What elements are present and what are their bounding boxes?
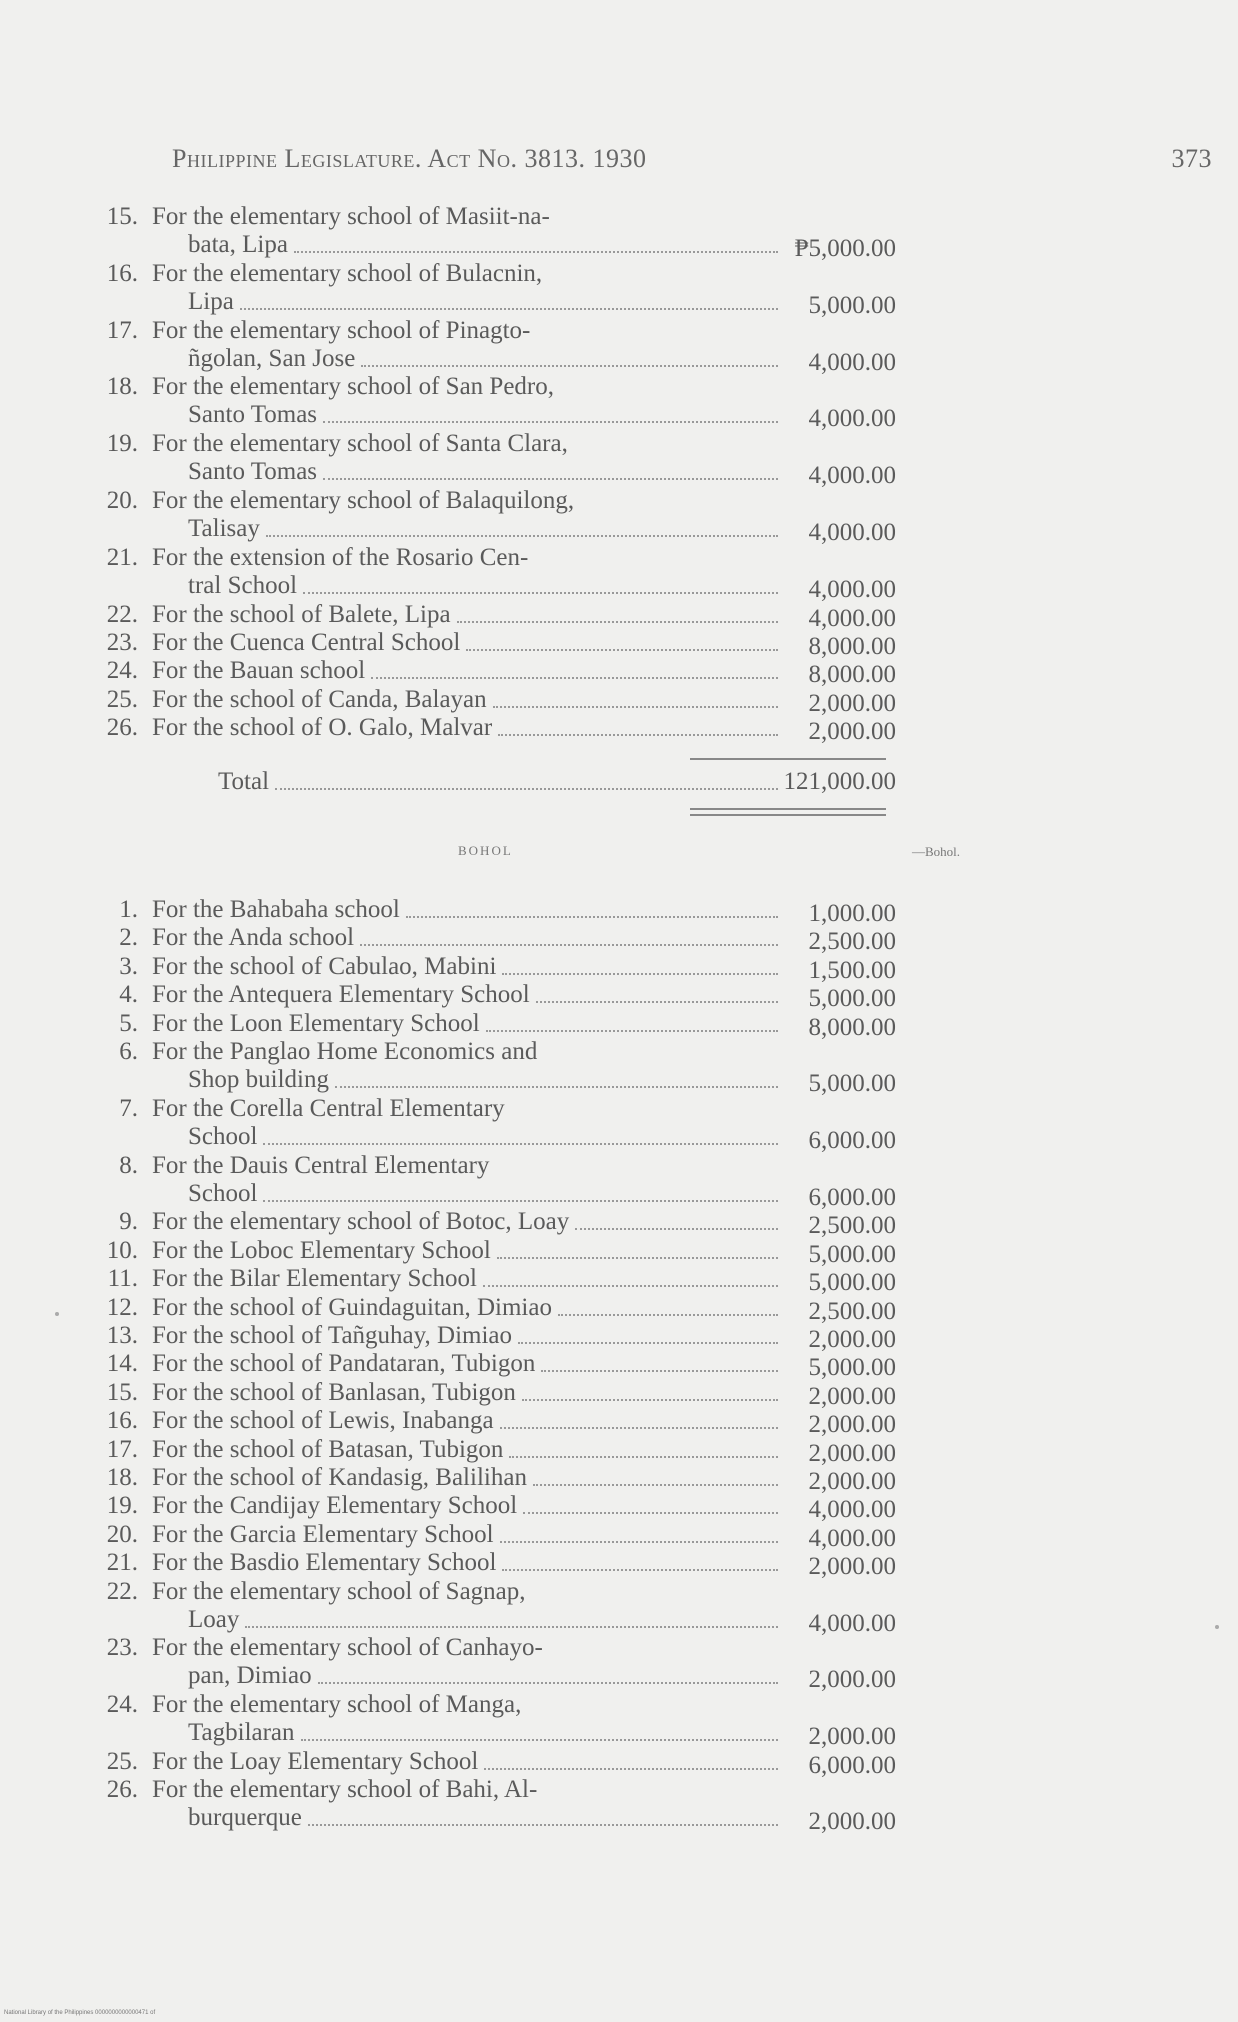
item-text: For the school of Batasan, Tubigon bbox=[152, 1435, 504, 1463]
item-number: 15. bbox=[106, 203, 138, 230]
item-amount: 2,000.00 bbox=[808, 1723, 896, 1751]
item-number: 5. bbox=[119, 1009, 138, 1037]
dot-leader bbox=[318, 1662, 778, 1684]
item-number: 10. bbox=[106, 1236, 138, 1264]
item-number: 24. bbox=[106, 657, 138, 685]
item-amount: 5,000.00 bbox=[808, 291, 896, 319]
item-text: For the Candijay Elementary School bbox=[152, 1492, 518, 1520]
item-number: 1. bbox=[119, 896, 138, 923]
item-amount: 4,000.00 bbox=[808, 519, 896, 546]
item-text: For the Dauis Central Elementary bbox=[152, 1151, 490, 1179]
item-amount: 5,000.00 bbox=[808, 985, 896, 1013]
item-number: 20. bbox=[106, 487, 138, 514]
item-amount: 4,000.00 bbox=[808, 575, 896, 603]
dot-leader bbox=[371, 657, 778, 679]
item-number: 25. bbox=[106, 1748, 138, 1775]
dot-leader bbox=[486, 1010, 778, 1032]
dot-leader bbox=[263, 1180, 778, 1202]
item-number: 8. bbox=[119, 1151, 138, 1179]
item-number: 23. bbox=[106, 1634, 138, 1662]
item-amount: 8,000.00 bbox=[808, 661, 896, 689]
total-double-rule bbox=[690, 808, 886, 816]
dot-leader bbox=[558, 1294, 778, 1316]
item-amount: 2,000.00 bbox=[808, 1808, 896, 1836]
item-number: 23. bbox=[106, 629, 138, 656]
item-amount: 2,000.00 bbox=[808, 1326, 896, 1353]
section-heading-bohol: BOHOL bbox=[458, 843, 513, 858]
item-text: For the elementary school of Pinagto- bbox=[152, 316, 531, 344]
item-amount: 4,000.00 bbox=[808, 1524, 896, 1552]
scan-credit: National Library of the Philippines 0000000000000471 of bbox=[4, 2010, 156, 2016]
item-amount: 8,000.00 bbox=[808, 1013, 896, 1041]
item-amount: 5,000.00 bbox=[808, 1354, 896, 1382]
item-text: For the school of Canda, Balayan bbox=[152, 685, 487, 713]
item-text: For the elementary school of Botoc, Loay bbox=[152, 1208, 570, 1236]
dot-leader bbox=[275, 768, 778, 790]
item-text: For the elementary school of Sagnap, bbox=[152, 1577, 526, 1605]
item-number: 4. bbox=[119, 981, 138, 1009]
item-amount: 2,500.00 bbox=[808, 1212, 896, 1240]
item-amount: 5,000.00 bbox=[808, 1269, 896, 1297]
item-number: 13. bbox=[106, 1322, 138, 1349]
page-number: 373 bbox=[1171, 144, 1212, 173]
dot-leader bbox=[502, 953, 778, 975]
item-text: For the school of Tañguhay, Dimiao bbox=[152, 1322, 512, 1349]
item-amount: 4,000.00 bbox=[808, 1609, 896, 1637]
item-text: For the school of Kandasig, Balilihan bbox=[152, 1464, 527, 1491]
dot-leader bbox=[303, 572, 778, 594]
item-number: 21. bbox=[106, 1549, 138, 1577]
item-text: For the Cuenca Central School bbox=[152, 629, 461, 656]
item-amount: 4,000.00 bbox=[808, 348, 896, 376]
item-text: For the school of Lewis, Inabanga bbox=[152, 1407, 494, 1435]
item-text: Loay bbox=[188, 1605, 240, 1633]
item-amount: 2,000.00 bbox=[808, 1382, 896, 1410]
item-text: For the Basdio Elementary School bbox=[152, 1549, 497, 1577]
item-text: For the school of Guindaguitan, Dimiao bbox=[152, 1293, 552, 1321]
item-text: Lipa bbox=[188, 287, 234, 315]
total-rule bbox=[690, 758, 886, 760]
item-text: For the school of Balete, Lipa bbox=[152, 600, 451, 628]
item-number: 16. bbox=[106, 259, 138, 287]
item-text: For the Bahabaha school bbox=[152, 896, 400, 923]
item-text: For the extension of the Rosario Cen- bbox=[152, 543, 529, 571]
item-amount: 1,000.00 bbox=[808, 900, 896, 927]
item-number: 17. bbox=[106, 1435, 138, 1463]
item-text: For the school of Banlasan, Tubigon bbox=[152, 1378, 516, 1406]
dot-leader bbox=[294, 231, 778, 253]
item-number: 17. bbox=[106, 316, 138, 344]
item-number: 19. bbox=[106, 1492, 138, 1520]
dot-leader bbox=[323, 401, 778, 423]
item-text: ñgolan, San Jose bbox=[188, 344, 356, 372]
item-amount: 2,000.00 bbox=[808, 1468, 896, 1495]
item-amount: 6,000.00 bbox=[808, 1183, 896, 1211]
item-number: 9. bbox=[119, 1208, 138, 1236]
item-amount: 6,000.00 bbox=[808, 1752, 896, 1779]
item-text: For the elementary school of Masiit-na- bbox=[152, 203, 550, 230]
item-amount: 2,500.00 bbox=[808, 928, 896, 956]
dot-leader bbox=[536, 981, 778, 1003]
dot-leader bbox=[509, 1436, 778, 1458]
item-text: School bbox=[188, 1122, 258, 1150]
dot-leader bbox=[500, 1521, 778, 1543]
item-text: For the Loay Elementary School bbox=[152, 1748, 479, 1775]
dot-leader bbox=[263, 1123, 778, 1145]
dot-leader bbox=[497, 1237, 778, 1259]
item-number: 25. bbox=[106, 685, 138, 713]
item-number: 15. bbox=[106, 1378, 138, 1406]
margin-note-bohol: —Bohol. bbox=[912, 844, 961, 859]
item-text: For the elementary school of Canhayo- bbox=[152, 1634, 543, 1662]
item-number: 20. bbox=[106, 1520, 138, 1548]
item-amount: 2,000.00 bbox=[808, 1439, 896, 1467]
item-number: 12. bbox=[106, 1293, 138, 1321]
item-text: Santo Tomas bbox=[188, 401, 318, 429]
dot-leader bbox=[533, 1464, 778, 1486]
dot-leader bbox=[308, 1804, 778, 1826]
total-label: Total bbox=[218, 768, 270, 795]
dot-leader bbox=[541, 1350, 778, 1372]
item-number: 3. bbox=[119, 952, 138, 980]
item-text: burquerque bbox=[188, 1804, 302, 1832]
item-amount: 4,000.00 bbox=[808, 1496, 896, 1524]
item-text: Santo Tomas bbox=[188, 458, 318, 486]
item-number: 24. bbox=[106, 1691, 138, 1719]
item-text: For the school of Pandataran, Tubigon bbox=[152, 1350, 536, 1378]
item-amount: 1,500.00 bbox=[808, 956, 896, 984]
item-amount: 2,000.00 bbox=[808, 1411, 896, 1439]
item-number: 26. bbox=[106, 1776, 138, 1804]
item-text: bata, Lipa bbox=[188, 231, 288, 258]
dot-leader bbox=[360, 924, 778, 946]
dot-leader bbox=[266, 515, 778, 537]
item-number: 21. bbox=[106, 543, 138, 571]
item-number: 18. bbox=[106, 373, 138, 401]
item-number: 14. bbox=[106, 1350, 138, 1378]
item-amount: 5,000.00 bbox=[808, 1240, 896, 1268]
item-text: For the elementary school of San Pedro, bbox=[152, 373, 554, 401]
running-head: Philippine Legislature. Act No. 3813. 1930 bbox=[172, 144, 647, 173]
scan-speck bbox=[55, 1312, 59, 1316]
item-text: Shop building bbox=[188, 1066, 329, 1093]
item-number: 18. bbox=[106, 1464, 138, 1491]
item-number: 2. bbox=[119, 924, 138, 952]
item-text: For the Antequera Elementary School bbox=[152, 981, 530, 1009]
item-text: For the elementary school of Bulacnin, bbox=[152, 259, 543, 287]
total-amount: 121,000.00 bbox=[783, 768, 896, 795]
item-number: 22. bbox=[106, 1577, 138, 1605]
item-text: tral School bbox=[188, 571, 298, 599]
item-amount: 6,000.00 bbox=[808, 1126, 896, 1154]
item-number: 22. bbox=[106, 600, 138, 628]
item-text: School bbox=[188, 1179, 258, 1207]
item-amount: 4,000.00 bbox=[808, 405, 896, 433]
item-number: 26. bbox=[106, 714, 138, 742]
item-text: For the elementary school of Bahi, Al- bbox=[152, 1776, 538, 1804]
dot-leader bbox=[323, 458, 778, 480]
item-number: 16. bbox=[106, 1407, 138, 1435]
item-text: For the elementary school of Manga, bbox=[152, 1691, 522, 1719]
item-text: Talisay bbox=[188, 515, 260, 542]
item-text: For the elementary school of Balaquilong, bbox=[152, 487, 575, 514]
item-amount: 2,000.00 bbox=[808, 1666, 896, 1694]
item-text: For the Bilar Elementary School bbox=[152, 1265, 477, 1293]
item-amount: 4,000.00 bbox=[808, 604, 896, 632]
item-amount: 8,000.00 bbox=[808, 633, 896, 660]
item-text: For the Panglao Home Economics and bbox=[152, 1038, 538, 1065]
item-amount: ₱5,000.00 bbox=[794, 235, 896, 262]
dot-leader bbox=[457, 601, 778, 623]
dot-leader bbox=[301, 1719, 778, 1741]
item-text: For the Loboc Elementary School bbox=[152, 1236, 491, 1264]
item-amount: 2,500.00 bbox=[808, 1297, 896, 1325]
dot-leader bbox=[240, 288, 778, 310]
item-amount: 2,000.00 bbox=[808, 1553, 896, 1581]
item-number: 6. bbox=[119, 1038, 138, 1065]
dot-leader bbox=[522, 1379, 778, 1401]
dot-leader bbox=[361, 345, 778, 367]
item-text: For the Garcia Elementary School bbox=[152, 1520, 494, 1548]
item-text: For the Corella Central Elementary bbox=[152, 1094, 505, 1122]
item-amount: 5,000.00 bbox=[808, 1070, 896, 1097]
scan-speck bbox=[1215, 1625, 1219, 1629]
item-text: For the school of Cabulao, Mabini bbox=[152, 952, 497, 980]
dot-leader bbox=[335, 1066, 778, 1088]
dot-leader bbox=[483, 1265, 778, 1287]
item-amount: 2,000.00 bbox=[808, 718, 896, 746]
item-number: 7. bbox=[119, 1094, 138, 1122]
item-text: For the Anda school bbox=[152, 924, 355, 952]
item-number: 19. bbox=[106, 430, 138, 458]
dot-leader bbox=[493, 686, 778, 708]
dot-leader bbox=[518, 1322, 778, 1344]
item-text: For the school of O. Galo, Malvar bbox=[152, 714, 493, 742]
item-text: For the Loon Elementary School bbox=[152, 1009, 480, 1037]
dot-leader bbox=[406, 896, 778, 918]
dot-leader bbox=[502, 1549, 778, 1571]
item-number: 11. bbox=[107, 1265, 138, 1293]
item-text: pan, Dimiao bbox=[188, 1662, 312, 1690]
dot-leader bbox=[245, 1606, 778, 1628]
dot-leader bbox=[500, 1407, 778, 1429]
item-text: For the Bauan school bbox=[152, 657, 366, 685]
item-amount: 2,000.00 bbox=[808, 689, 896, 717]
dot-leader bbox=[484, 1748, 778, 1770]
dot-leader bbox=[466, 629, 778, 651]
dot-leader bbox=[523, 1492, 778, 1514]
page-header bbox=[172, 144, 1222, 184]
item-text: For the elementary school of Santa Clara, bbox=[152, 430, 568, 458]
item-amount: 4,000.00 bbox=[808, 462, 896, 490]
dot-leader bbox=[498, 714, 778, 736]
item-text: Tagbilaran bbox=[188, 1719, 295, 1747]
